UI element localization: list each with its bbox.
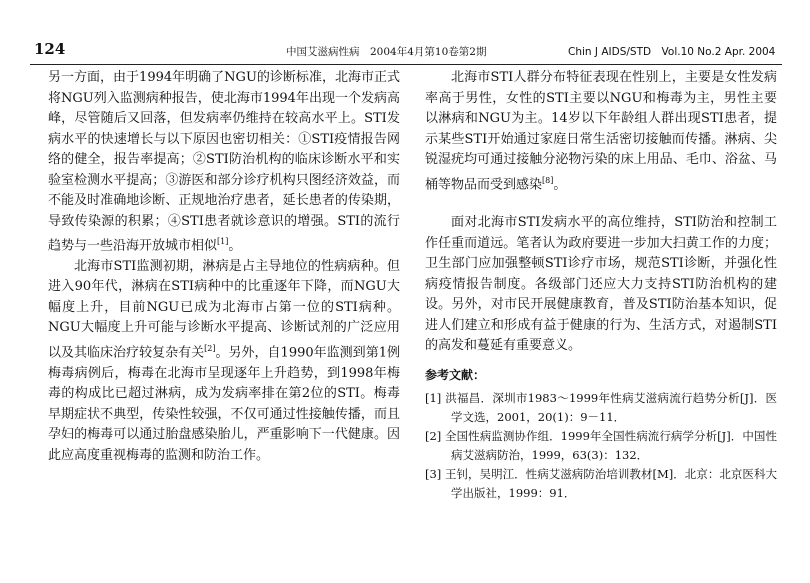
citation: [8] <box>542 175 554 185</box>
page-header <box>30 38 782 65</box>
left-paragraph-1: 另一方面，由于1994年明确了NGU的诊断标准，北海市正式将NGU列入监测病种报告，使北海市1994年出现一个发病高峰，尽管随后又回落，但发病率仍维持在较高水平上。STI发病水平的快速增长与以下原因也密切相关：①STI疫情报告网络的健全，报告率提高；②STI防治机构的临床诊断水平和实验室检测水平提高；③游医和部分诊疗机构只图经济效益，而不能及时准确地诊断、正规地治疗患者，延长患者的传染期，导致传染源的积累；④STI患者就诊意识的增强。STI的流行趋势与一些沿海开放城市相似[1]。 <box>48 70 400 254</box>
journal-title-en: Chin J AIDS/STD Vol.10 No.2 Apr. 2004 <box>568 46 776 58</box>
reference-item: [1] 洪福昌．深圳市1983～1999年性病艾滋病流行趋势分析[J]．医学文选，2001，20(1)：9－11． <box>425 391 777 425</box>
right-paragraph-1: 北海市STI人群分布特征表现在性别上，主要是女性发病率高于男性，女性的STI主要以NGU和梅毒为主，男性主要以淋病和NGU为主。14岁以下年龄组人群出现STI患者，提示某些STI开始通过家庭日常生活密切接触而传播。淋病、尖锐湿疣均可通过接触分泌物污染的床上用品、毛巾、浴盆、马桶等物品而受到感染[8]。 <box>425 70 777 192</box>
citation: [2] <box>204 343 216 353</box>
page-number: 124 <box>34 40 66 58</box>
reference-item: [3] 王钊，吴明江．性病艾滋病防治培训教材[M]．北京：北京医科大学出版社，1999：91． <box>425 467 777 501</box>
references-heading: 参考文献： <box>425 367 486 382</box>
left-paragraph-2: 北海市STI监测初期，淋病是占主导地位的性病病种。但进入90年代，淋病在STI病种中的比重逐年下降，而NGU大幅度上升，目前NGU已成为北海市占第一位的STI病种。NGU大幅度上升可能与诊断水平提高、诊断试剂的广泛应用以及其临床治疗较复杂有关[2]。另外，自1990年监测到第1例梅毒病例后，梅毒在北海市呈现逐年上升趋势，到1998年梅毒的构成比已超过淋病，成为发病率排在第2位的STI。梅毒早期症状不典型，传染性较强，不仅可通过性接触传播，而且孕妇的梅毒可以通过胎盘感染胎儿，严重影响下一代健康。因此应高度重视梅毒的监测和防治工作。 <box>48 258 400 463</box>
reference-item: [2] 全国性病监测协作组．1999年全国性病流行病学分析[J]．中国性病艾滋病防治，1999，63(3)：132． <box>425 429 777 463</box>
right-paragraph-2: 面对北海市STI发病水平的高位维持，STI防治和控制工作任重而道远。笔者认为政府要进一步加大扫黄工作的力度；卫生部门应加强整顿STI诊疗市场，规范STI诊断，并强化性病疫情报告制度。各级部门还应大力支持STI防治机构的建设。另外，对市民开展健康教育，普及STI防治基本知识，促进人们建立和形成有益于健康的行为、生活方式，对遏制STI的高发和蔓延有重要意义。 <box>425 215 777 354</box>
citation: [1] <box>217 237 229 246</box>
left-column <box>48 68 400 466</box>
right-column <box>425 68 777 503</box>
journal-title-cn: 中国艾滋病性病 2004年4月第10卷第2期 <box>286 46 487 58</box>
